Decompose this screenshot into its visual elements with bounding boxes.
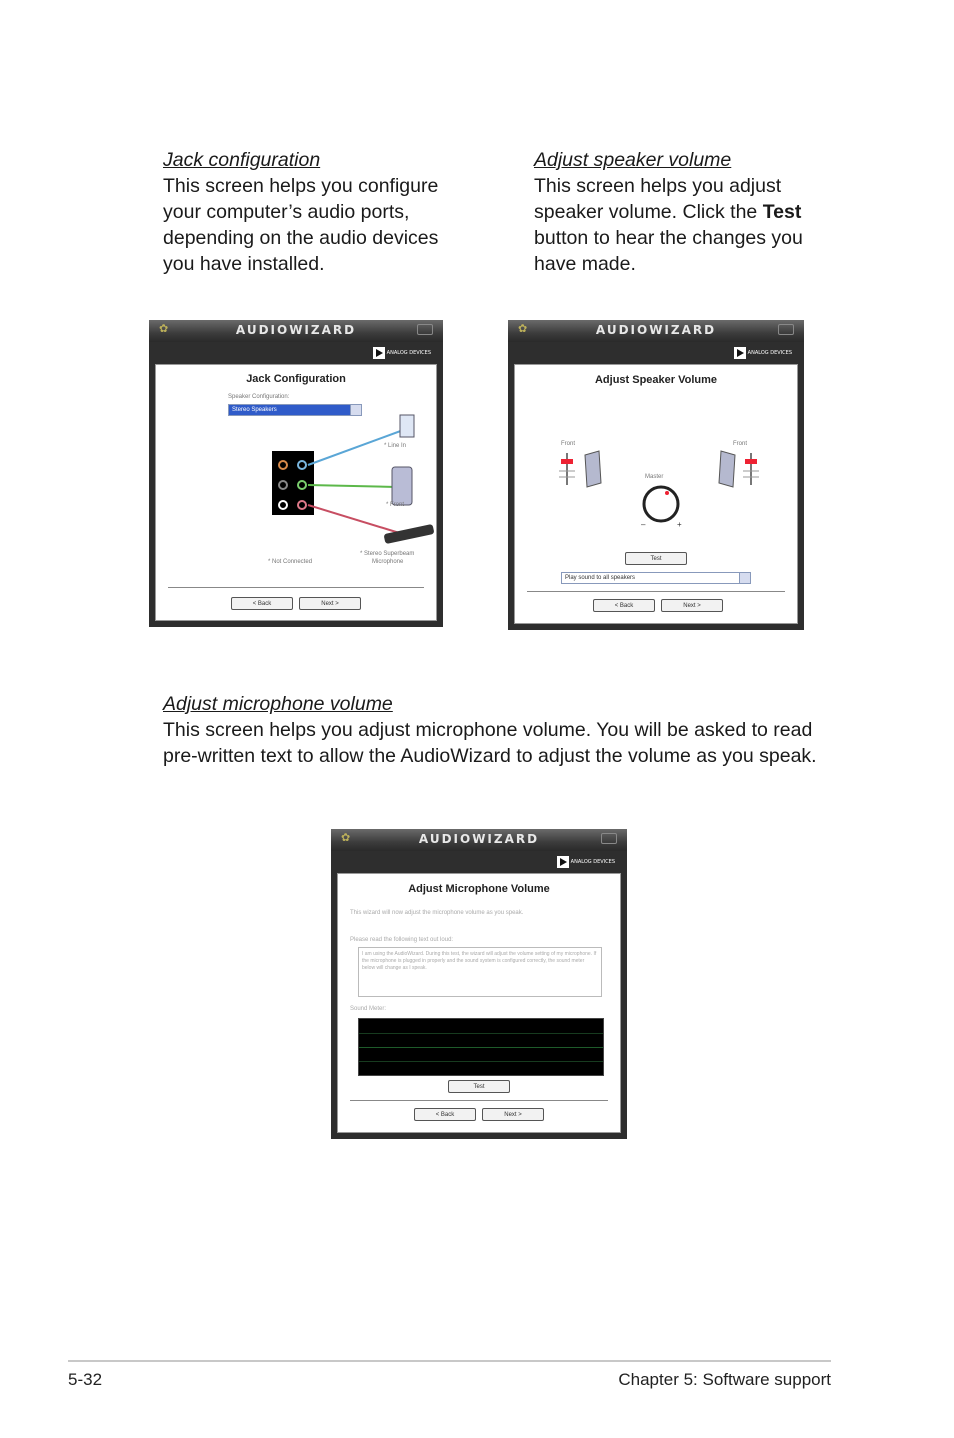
wizard-panel [155, 364, 437, 621]
test-button[interactable]: Test [625, 552, 687, 565]
minimize-icon[interactable] [601, 833, 617, 844]
wizard-panel [514, 364, 798, 624]
mic-volume-line: This screen helps you adjust microphone volume. You will be asked to read [163, 719, 813, 741]
microphone-label: Microphone [372, 559, 404, 565]
speaker-volume-window [508, 320, 804, 630]
line-in-label: * Line In [384, 443, 407, 449]
minimize-icon[interactable] [778, 324, 794, 335]
next-button[interactable]: Next > [482, 1108, 544, 1121]
read-text: I am using the AudioWizard. During this test, the wizard will adjust the volume setting of my microphone. If the microphone is plugged in properly and the sound system is configured correctly, the sound meter below will change as I speak. [362, 951, 597, 971]
next-button[interactable]: Next > [661, 599, 723, 612]
jack-config-line: you have installed. [163, 253, 325, 275]
front-label: * Front [386, 502, 405, 508]
mic-volume-line: pre-written text to allow the AudioWizard to adjust the volume as you speak. [163, 745, 817, 767]
master-volume-knob [644, 487, 678, 521]
slider-thumb [561, 459, 573, 464]
back-button[interactable]: < Back [231, 597, 293, 610]
wizard-panel [337, 873, 621, 1133]
chevron-down-icon[interactable] [739, 573, 750, 583]
left-volume-slider [559, 453, 575, 485]
cable [308, 505, 406, 535]
play-sound-select[interactable]: Play sound to all speakers [561, 572, 751, 584]
jack-config-line: your computer’s audio ports, [163, 201, 410, 223]
right-speaker-icon [719, 451, 735, 487]
mic-volume-window [331, 829, 627, 1139]
speaker-volume-heading: Adjust speaker volume [534, 149, 732, 171]
svg-text:–: – [641, 520, 646, 529]
read-label: Please read the following text out loud: [350, 937, 454, 943]
speaker-config-select[interactable]: Stereo Speakers [228, 404, 362, 416]
speaker-volume-line: This screen helps you adjust [534, 175, 782, 197]
intro-text: This wizard will now adjust the microphone volume as you speak. [350, 910, 524, 916]
divider [527, 591, 785, 592]
front-right-label: Front [733, 441, 748, 447]
knob-indicator [665, 491, 669, 495]
test-button[interactable]: Test [448, 1080, 510, 1093]
title-bar [508, 320, 804, 342]
jack-config-window [149, 320, 443, 627]
title-bar [331, 829, 627, 851]
master-label: Master [645, 474, 664, 480]
speaker-line-text: speaker volume. Click the [534, 201, 763, 223]
divider [168, 587, 424, 588]
meter-line [359, 1061, 603, 1062]
read-text-box [358, 947, 602, 997]
chapter-title: Chapter 5: Software support [618, 1370, 831, 1389]
title-bar [149, 320, 443, 342]
jack-config-description [163, 147, 503, 277]
line-in-device-icon [400, 415, 414, 437]
panel-title: Adjust Microphone Volume [408, 883, 550, 895]
left-speaker-icon [585, 451, 601, 487]
microphone-icon [384, 524, 435, 544]
meter-line [359, 1033, 603, 1034]
leaf-icon: ✿ [341, 832, 351, 844]
microphone-label: * Stereo Superbeam [360, 551, 415, 557]
speaker-volume-line [534, 199, 854, 225]
speaker-volume-line: have made. [534, 253, 636, 275]
meter-line [359, 1047, 603, 1048]
jack-config-line: depending on the audio devices [163, 227, 439, 249]
app-brand: AUDIOWIZARD [418, 832, 540, 846]
mic-volume-description [163, 691, 843, 769]
analog-devices-logo: ANALOG DEVICES [557, 855, 615, 869]
divider [350, 1100, 608, 1101]
analog-devices-logo: ANALOG DEVICES [734, 346, 792, 360]
sound-meter-label: Sound Meter: [350, 1006, 387, 1012]
leaf-icon: ✿ [518, 323, 528, 335]
svg-text:+: + [677, 520, 682, 529]
right-volume-slider [743, 453, 759, 485]
app-brand: AUDIOWIZARD [235, 323, 357, 337]
app-brand: AUDIOWIZARD [595, 323, 717, 337]
slider-thumb [745, 459, 757, 464]
mic-volume-heading: Adjust microphone volume [163, 693, 393, 715]
minimize-icon[interactable] [417, 324, 433, 335]
speaker-volume-description [534, 147, 854, 277]
jack-diagram [266, 409, 436, 549]
next-button[interactable]: Next > [299, 597, 361, 610]
cable [308, 485, 396, 487]
leaf-icon: ✿ [159, 323, 169, 335]
jack-config-line: This screen helps you configure [163, 175, 439, 197]
speaker-icon [392, 467, 412, 505]
footer-rule [68, 1360, 831, 1362]
sound-meter [358, 1018, 604, 1076]
panel-title: Jack Configuration [246, 373, 346, 385]
speaker-volume-line: button to hear the changes you [534, 227, 803, 249]
jack-config-heading: Jack configuration [163, 149, 321, 171]
back-button[interactable]: < Back [593, 599, 655, 612]
front-left-label: Front [561, 441, 576, 447]
speaker-diagram [555, 449, 765, 529]
not-connected-label: * Not Connected [268, 559, 313, 565]
back-button[interactable]: < Back [414, 1108, 476, 1121]
page-number: 5-32 [68, 1370, 103, 1389]
analog-devices-logo: ANALOG DEVICES [373, 346, 431, 360]
panel-title: Adjust Speaker Volume [594, 374, 718, 386]
test-keyword: Test [762, 201, 802, 223]
speaker-config-label: Speaker Configuration: [228, 394, 290, 400]
